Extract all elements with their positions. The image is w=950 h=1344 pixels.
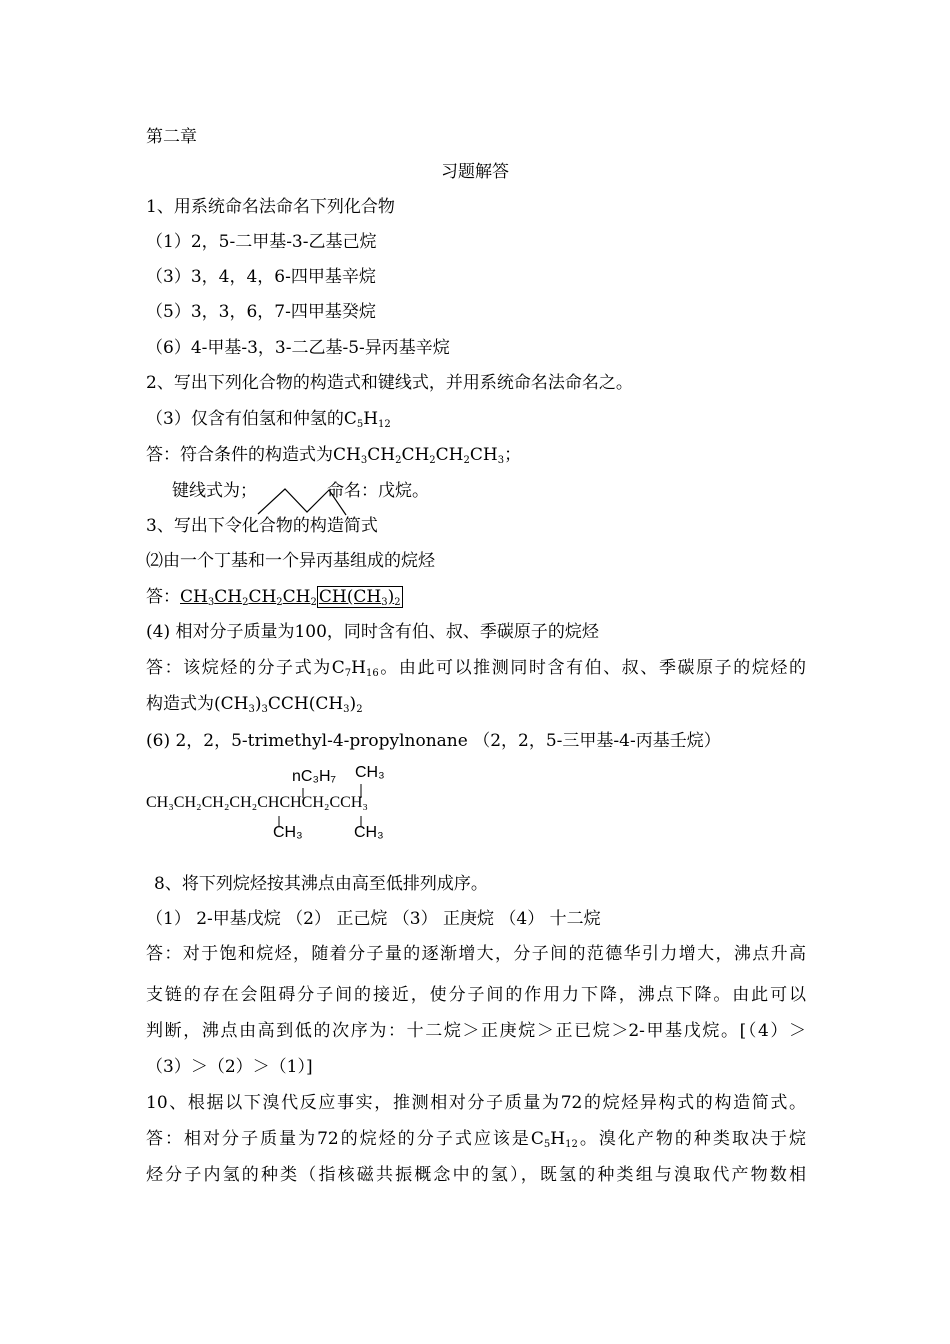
chapter-heading: 第二章 (146, 127, 197, 147)
q3-answer-2: 答：$CH_3CH_2CH_2CH_2$ $CH(CH_3)_2$ (146, 587, 401, 608)
methyl-bottom-2: CH₃ (354, 824, 384, 841)
question-8-heading: 8、将下列烷烃按其沸点由高至低排列成序。 (154, 874, 488, 894)
q1-answer-3: （3）3，4，4，6-四甲基辛烷 (146, 267, 376, 287)
q8-options: （1） 2-甲基戊烷 （2） 正己烷 （3） 正庚烷 （4） 十二烷 (146, 909, 601, 929)
question-3-heading: 3、写出下令化合物的构造简式 (146, 516, 378, 536)
q10-answer-line-1: 答：相对分子质量为72的烷烃的分子式应该是$C_5H_{12}$。溴化产物的种类取决于烷 (146, 1129, 807, 1150)
propyl-substituent: nC₃H₇ (292, 768, 337, 785)
structural-formula (146, 762, 426, 852)
q10-answer-line-2: 烃分子内氢的种类（指核磁共振概念中的氢），既氢的种类组与溴取代产物数相 (146, 1165, 806, 1185)
question-10-heading: 10、根据以下溴代反应事实，推测相对分子质量为72的烷烃异构式的构造简式。 (146, 1093, 806, 1113)
q3-answer-4-line-2: 构造式为$(CH_3)_3CCH(CH_3)_2$ (146, 694, 363, 715)
q2-name-label: 命名：戊烷。 (327, 481, 429, 501)
page-title: 习题解答 (441, 162, 509, 182)
methyl-top: CH₃ (355, 764, 385, 781)
q8-answer-line-4: （3）＞（2）＞（1）] (146, 1057, 313, 1077)
q3-part-2: ⑵由一个丁基和一个异丙基组成的烷烃 (146, 551, 435, 571)
q3-answer-4-line-1: 答：该烷烃的分子式为$C_7H_{16}$。由此可以推测同时含有伯、叔、季碳原子的烷烃的 (146, 658, 806, 679)
q2-bond-line-label: 键线式为； (172, 481, 257, 501)
q1-answer-5: （5）3，3，6，7-四甲基癸烷 (146, 302, 376, 322)
main-chain: CH₃CH₂CH₂CH₂CHCHCH₂CCH₃ (146, 794, 368, 811)
methyl-bottom-1: CH₃ (273, 824, 303, 841)
q3-part-4: (4) 相对分子质量为100，同时含有伯、叔、季碳原子的烷烃 (146, 622, 599, 642)
q3-part-6: (6) 2，2，5-trimethyl-4-propylnonane （2，2，5-三甲基-4-丙基壬烷） (146, 731, 721, 751)
q1-answer-1: （1）2，5-二甲基-3-乙基己烷 (146, 232, 377, 252)
q8-answer-line-3: 判断，沸点由高到低的次序为：十二烷＞正庚烷＞正已烷＞2-甲基戊烷。[（4）＞ (146, 1021, 806, 1041)
q8-answer-line-2: 支链的存在会阻碍分子间的接近，使分子间的作用力下降，沸点下降。由此可以 (146, 985, 806, 1005)
q2-part-3: （3）仅含有伯氢和仲氢的$C_5H_{12}$ (146, 409, 391, 430)
question-2-heading: 2、写出下列化合物的构造式和键线式，并用系统命名法命名之。 (146, 373, 633, 393)
q2-answer: 答：符合条件的构造式为$CH_3CH_2CH_2CH_2CH_3$； (146, 445, 522, 466)
q1-answer-6: （6）4-甲基-3，3-二乙基-5-异丙基辛烷 (146, 338, 450, 358)
q8-answer-line-1: 答：对于饱和烷烃，随着分子量的逐渐增大，分子间的范德华引力增大，沸点升高 (146, 944, 806, 964)
question-1-heading: 1、用系统命名法命名下列化合物 (146, 197, 395, 217)
